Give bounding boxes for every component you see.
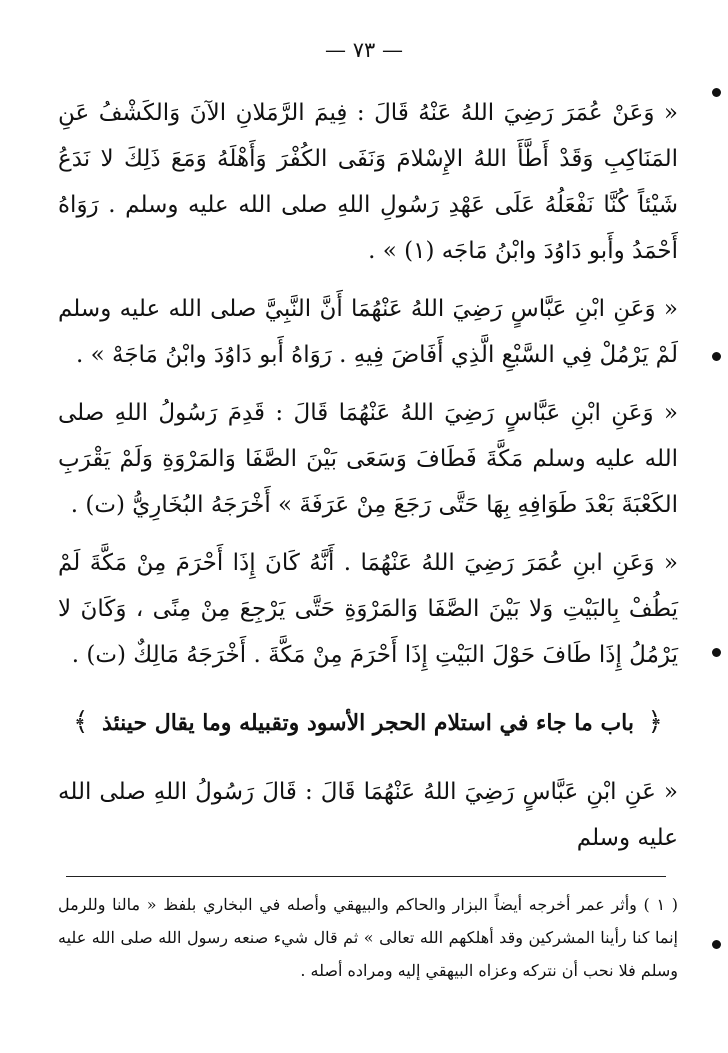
page-number: — ٧٣ — [325,38,403,62]
margin-mark [712,352,721,361]
chapter-title: باب ما جاء في استلام الحجر الأسود وتقبيله وما يقال حينئذ [101,710,634,736]
footnote: ( ١ ) وأثر عمر أخرجه أيضاً البزار والحاكم والبيهقي وأصله في البخاري بلفظ « مالنا وللرمل إنما كنا رأينا المشركين وقد أهلكهم الله تعالى » ثم قال شيء صنعه رسول الله صلى الله عليه وسلم فلا نحب أن نتركه وعزاه البيهقي إليه ومراده أصله . [58,895,679,980]
heading-close-bracket: ﴾ [73,707,89,737]
margin-mark [712,648,721,657]
hadith-paragraph-4: « وَعَنِ ابنِ عُمَرَ رَضِيَ اللهُ عَنْهُمَا . أَنَّهُ كَانَ إِذَا أَحْرَمَ مِنْ مَكَّةَ لَمْ يَطُفْ بِالبَيْتِ وَلا بَيْنَ الصَّفَا وَالمَرْوَةِ حَتَّى يَرْجِعَ مِنْ مِنًى ، وَكَانَ لا يَرْمُلُ إِذَا طَافَ حَوْلَ البَيْتِ إِذَا أَحْرَمَ مِنْ مَكَّةَ . أَخْرَجَهُ مَالِكٌ (ت) . [58,550,678,668]
hadith-paragraph-3: « وَعَنِ ابْنِ عَبَّاسٍ رَضِيَ اللهُ عَنْهُمَا قَالَ : قَدِمَ رَسُولُ اللهِ صلى الله عليه وسلم مَكَّةَ فَطَافَ وَسَعَى بَيْنَ الصَّفَا وَالمَرْوَةِ وَلَمْ يَقْرَبِ الكَعْبَةَ بَعْدَ طَوَافِهِ بِهَا حَتَّى رَجَعَ مِنْ عَرَفَةَ » أَخْرَجَهُ البُخَارِيُّ (ت) . [58,400,678,518]
heading-open-bracket: ﴿ [647,707,663,737]
hadith-paragraph-1: « وَعَنْ عُمَرَ رَضِيَ اللهُ عَنْهُ قَالَ : فِيمَ الرَّمَلانِ الآنَ وَالكَشْفُ عَنِ المَنَاكِبِ وَقَدْ أَطَّأَ اللهُ الإِسْلامَ وَنَفَى الكُفْرَ وَأَهْلَهُ وَمَعَ ذَلِكَ لا نَدَعُ شَيْئاً كُنَّا نَفْعَلُهُ عَلَى عَهْدِ رَسُولِ اللهِ صلى الله عليه وسلم . رَوَاهُ أَحْمَدُ وأَبو دَاوُدَ وابْنُ مَاجَه (١) » . [58,100,678,264]
chapter-heading [58,702,678,743]
margin-mark [712,940,721,949]
main-text [58,90,678,861]
footnote-divider [66,876,666,877]
hadith-paragraph-2: « وَعَنِ ابْنِ عَبَّاسٍ رَضِيَ اللهُ عَنْهُمَا أَنَّ النَّبِيَّ صلى الله عليه وسلم لَمْ يَرْمُلْ فِي السَّبْعِ الَّذِي أَفَاضَ فِيهِ . رَوَاهُ أَبو دَاوُدَ وابْنُ مَاجَهْ » . [58,296,678,368]
margin-mark [712,88,721,97]
hadith-continuation: « عَنِ ابْنِ عَبَّاسٍ رَضِيَ اللهُ عَنْهُمَا قَالَ : قَالَ رَسُولُ اللهِ صلى الله عليه وسلم [58,779,678,851]
